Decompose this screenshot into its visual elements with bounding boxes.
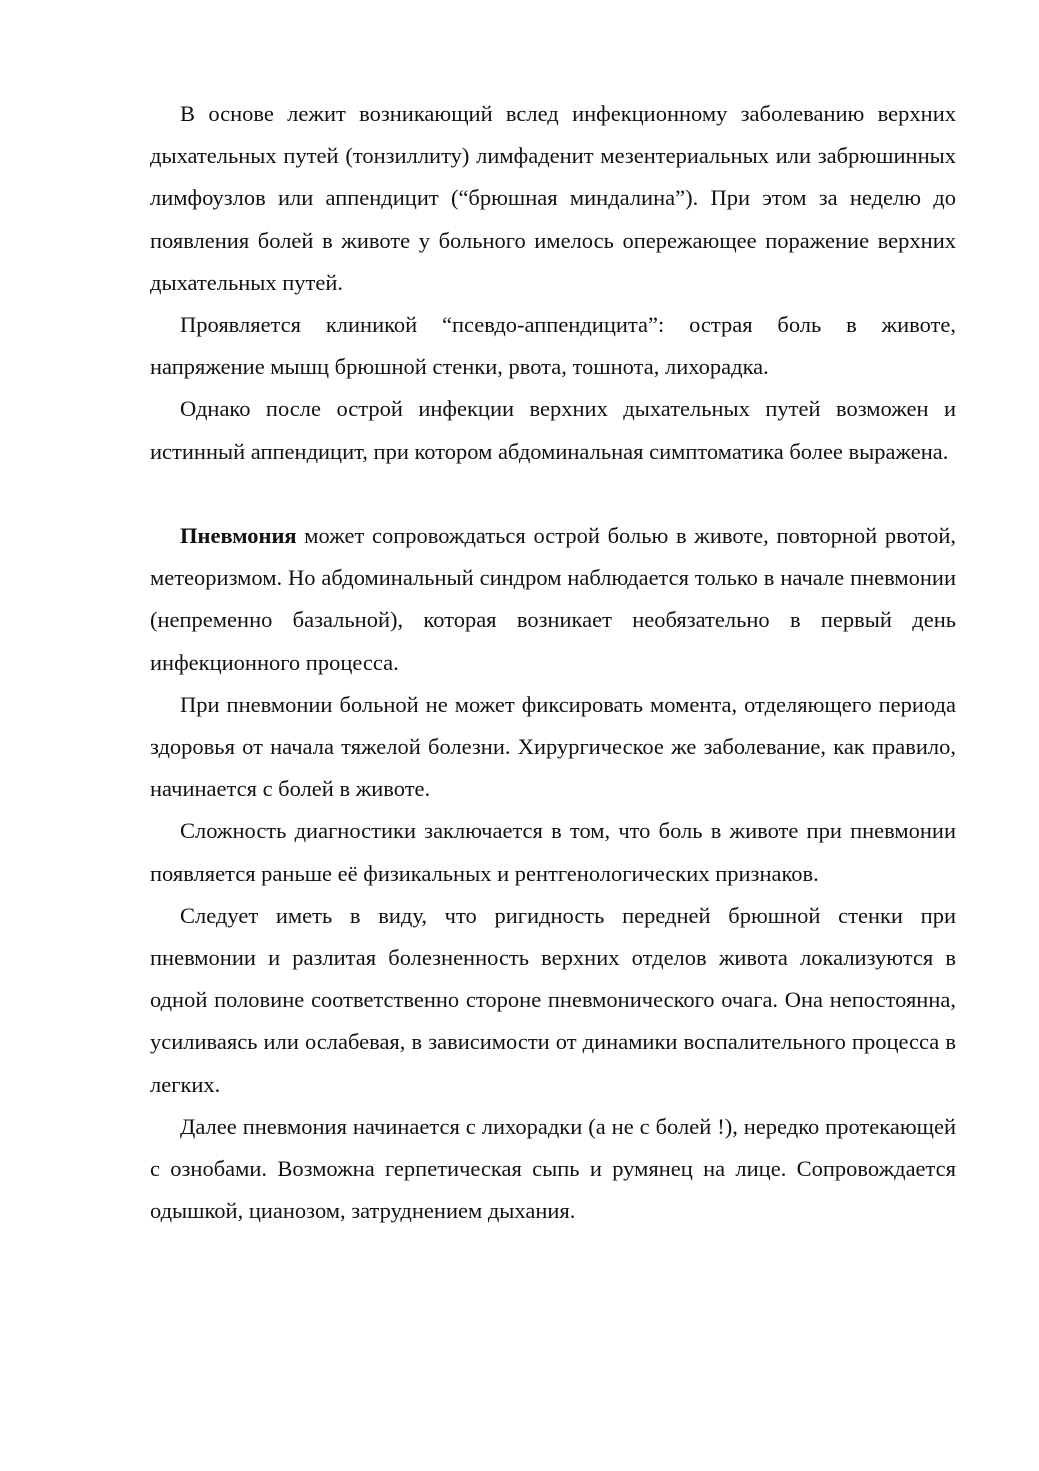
document-page [150,93,956,1232]
paragraph-text: Сложность диагностики заключается в том, что боль в животе при пневмонии появляется раньше её физикальных и рентгенологических признаков. [150,818,956,886]
paragraph-pneumonia-onset [150,684,956,811]
paragraph-pseudo-appendicitis [150,304,956,388]
paragraph-true-appendicitis [150,388,956,472]
paragraph-text: В основе лежит возникающий вслед инфекционному заболеванию верхних дыхательных путей (тонзиллиту) лимфаденит мезентериальных или забрюшинных лимфоузлов или аппендицит (“брюшная миндалина”). При этом за неделю до появления болей в животе у больного имелось опережающее поражение верхних дыхательных путей. [150,101,956,295]
paragraph-text: Следует иметь в виду, что ригидность передней брюшной стенки при пневмонии и разлитая болезненность верхних отделов живота локализуются в одной половине соответственно стороне пневмонического очага. Она непостоянна, усиливаясь или ослабевая, в зависимости от динамики воспалительного процесса в легких. [150,902,956,1097]
paragraph-fever [150,1106,956,1233]
paragraph-text: может сопровождаться острой болью в животе, повторной рвотой, метеоризмом. Но абдоминальный синдром наблюдается только в начале пневмонии (непременно базальной), которая возникает необязательно в первый день инфекционного процесса. [150,523,956,675]
paragraph-text: Далее пневмония начинается с лихорадки (а не с болей !), нередко протекающей с ознобами. Возможна герпетическая сыпь и румянец на лице. Сопровождается одышкой, цианозом, затруднением дыхания. [150,1113,956,1224]
paragraph-text: Однако после острой инфекции верхних дыхательных путей возможен и истинный аппендицит, при котором абдоминальная симптоматика более выражена. [150,396,956,464]
paragraph-rigidity [150,895,956,1106]
paragraph-text: Проявляется клиникой “псевдо-аппендицита”: острая боль в животе, напряжение мышц брюшной стенки, рвота, тошнота, лихорадка. [150,312,956,380]
paragraph-pneumonia-intro [150,515,956,684]
paragraph-lymphadenitis-basis [150,93,956,304]
paragraph-spacer [150,473,956,515]
paragraph-diagnosis-difficulty [150,810,956,894]
pneumonia-heading-term: Пневмония [180,523,297,549]
paragraph-text: При пневмонии больной не может фиксировать момента, отделяющего периода здоровья от начала тяжелой болезни. Хирургическое же заболевание, как правило, начинается с болей в животе. [150,691,956,802]
